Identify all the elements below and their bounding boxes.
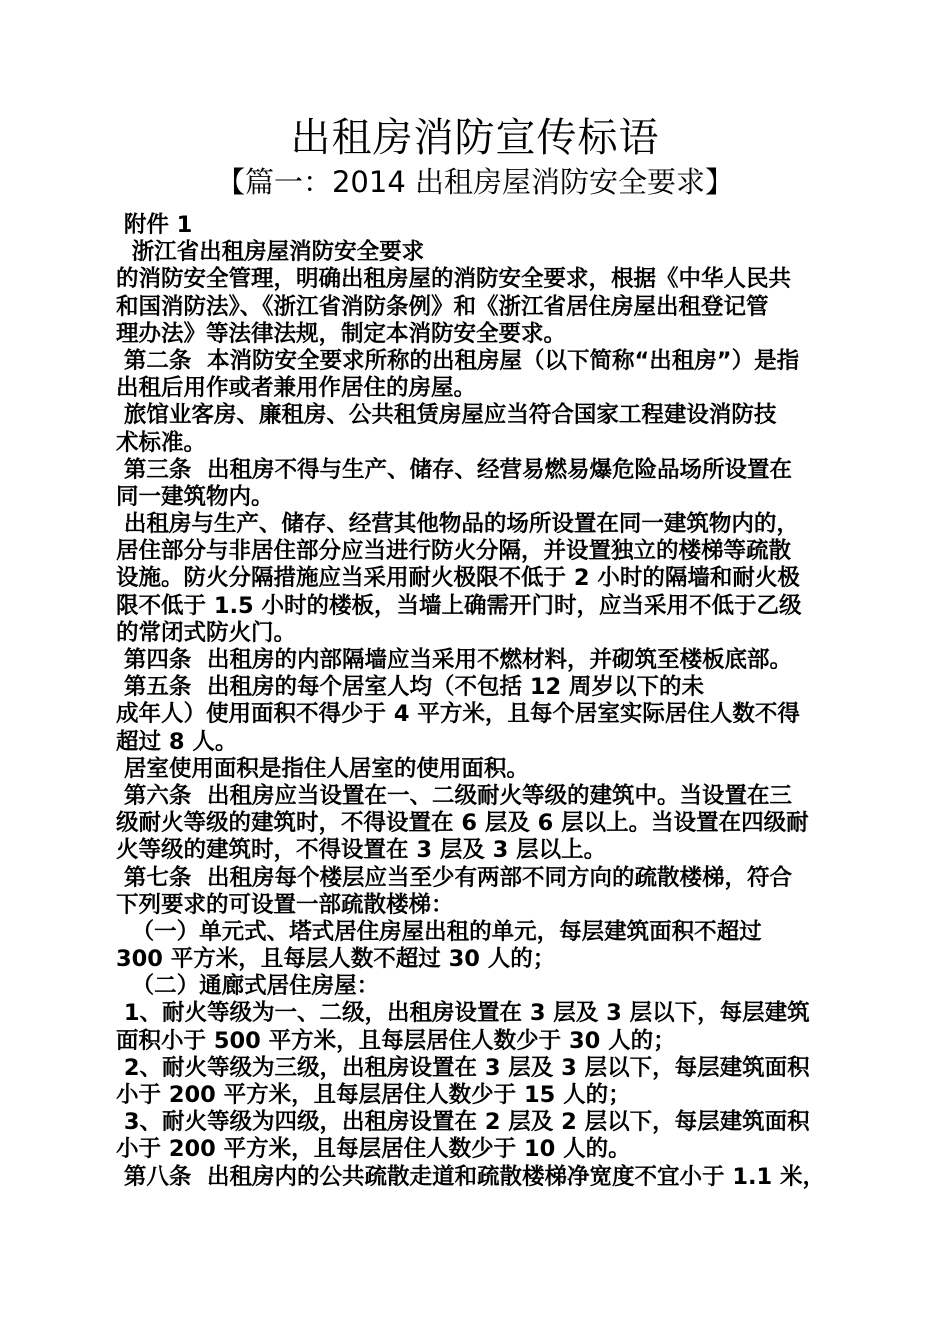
body-text-line: 300 平方米，且每层人数不超过 30 人的；: [116, 946, 556, 973]
body-text-line: 同一建筑物内。: [116, 483, 274, 510]
body-text-line: 第八条 出租房内的公共疏散走道和疏散楼梯净宽度不宜小于 1.1 米，: [116, 1163, 826, 1190]
body-text-line: （一）单元式、塔式居住房屋出租的单元，每层建筑面积不超过: [116, 918, 762, 945]
body-text-line: 的常闭式防火门。: [116, 619, 297, 646]
body-text-line: 级耐火等级的建筑时，不得设置在 6 层及 6 层以上。当设置在四级耐: [116, 810, 809, 837]
body-text-line: 3、耐火等级为四级，出租房设置在 2 层及 2 层以下，每层建筑面积: [116, 1109, 810, 1136]
body-text-line: 第五条 出租房的每个居室人均（不包括 12 周岁以下的未: [116, 674, 704, 701]
body-text-line: 下列要求的可设置一部疏散楼梯：: [116, 891, 454, 918]
body-text-line: 第四条 出租房的内部隔墙应当采用不燃材料，并砌筑至楼板底部。: [116, 647, 793, 673]
body-text-line: 2、耐火等级为三级，出租房设置在 3 层及 3 层以下，每层建筑面积: [116, 1054, 810, 1081]
body-text-line: 面积小于 500 平方米，且每层居住人数少于 30 人的；: [116, 1027, 676, 1054]
document-subtitle: 【篇一：2014 出租房屋消防安全要求】: [215, 165, 735, 199]
body-text-line: 旅馆业客房、廉租房、公共租赁房屋应当符合国家工程建设消防技: [116, 402, 777, 429]
body-text-line: 出租房与生产、储存、经营其他物品的场所设置在同一建筑物内的，: [116, 511, 799, 538]
body-text-line: 理办法》等法律法规，制定本消防安全要求。: [116, 320, 567, 347]
body-text-line: 限不低于 1.5 小时的楼板，当墙上确需开门时，应当采用不低于乙级: [116, 592, 802, 619]
body-text-line: 超过 8 人。: [116, 728, 238, 755]
body-text-line: 第七条 出租房每个楼层应当至少有两部不同方向的疏散楼梯，符合: [116, 864, 793, 891]
document-title: 出租房消防宣传标语: [290, 115, 660, 161]
body-text-line: 术标准。: [116, 429, 207, 456]
body-text-line: 1、耐火等级为一、二级，出租房设置在 3 层及 3 层以下，每层建筑: [116, 1000, 810, 1027]
body-text-line: 出租后用作或者兼用作居住的房屋。: [116, 375, 477, 402]
body-text-line: 居室使用面积是指住人居室的使用面积。: [116, 755, 529, 782]
body-text-line: 第六条 出租房应当设置在一、二级耐火等级的建筑中。当设置在三: [116, 782, 793, 809]
body-text-line: 浙江省出租房屋消防安全要求: [116, 239, 425, 266]
body-text-line: 小于 200 平方米，且每层居住人数少于 10 人的。: [116, 1136, 631, 1163]
body-text-line: 第二条 本消防安全要求所称的出租房屋（以下简称“出租房”）是指: [116, 347, 800, 374]
body-text-line: 小于 200 平方米，且每层居住人数少于 15 人的；: [116, 1082, 631, 1108]
body-text-line: 附件 1: [116, 212, 193, 238]
body-text-line: 第三条 出租房不得与生产、储存、经营易燃易爆危险品场所设置在: [116, 456, 793, 483]
body-text-line: 设施。防火分隔措施应当采用耐火极限不低于 2 小时的隔墙和耐火极: [116, 565, 800, 592]
body-text-line: 和国消防法》、《浙江省消防条例》和《浙江省居住房屋出租登记管: [116, 293, 769, 320]
body-text-line: 居住部分与非居住部分应当进行防火分隔，并设置独立的楼梯等疏散: [116, 538, 792, 565]
document-body: [116, 212, 836, 1191]
body-text-line: 成年人）使用面积不得少于 4 平方米，且每个居室实际居住人数不得: [116, 701, 800, 728]
body-text-line: 的消防安全管理，明确出租房屋的消防安全要求，根据《中华人民共: [116, 266, 792, 293]
body-text-line: 火等级的建筑时，不得设置在 3 层及 3 层以上。: [116, 837, 607, 864]
body-text-line: （二）通廊式居住房屋：: [116, 973, 380, 1000]
